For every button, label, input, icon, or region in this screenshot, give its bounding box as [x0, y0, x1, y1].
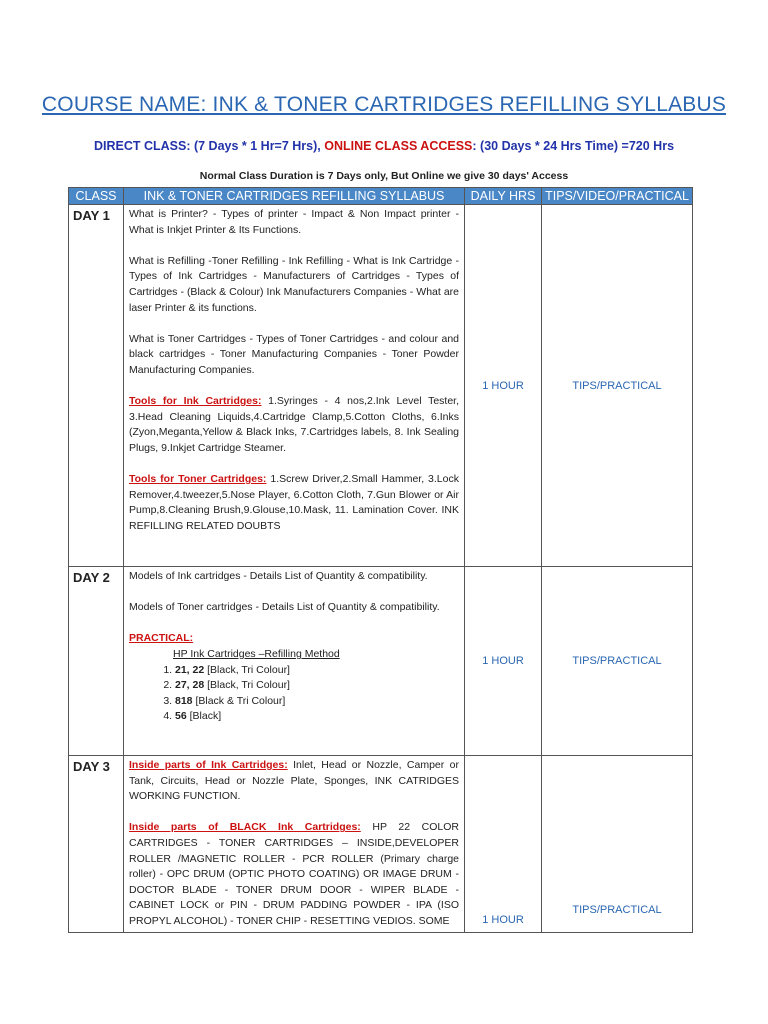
header-tips: TIPS/VIDEO/PRACTICAL	[542, 188, 693, 205]
tools-ink-label: Tools for Ink Cartridges:	[129, 395, 262, 408]
table-row-day3	[69, 756, 693, 933]
header-class: CLASS	[69, 188, 124, 205]
tools-toner-text: 1.Screw Driver,2.Small Hammer, 3.Lock Remover,4.tweezer,5.Nose Player, 6.Cotton Cloth, 7.Gun Blower or Air Pump,8.Cleaning Brush,9.Glouse,10.Mask, 11. Lamination Cover. INK REFILLING RELATED DOUBTS	[129, 473, 459, 532]
list-item: 3. 818 [Black & Tri Colour]	[175, 694, 459, 710]
cartridge-model-list	[129, 663, 459, 725]
list-item: 1. 21, 22 [Black, Tri Colour]	[175, 663, 459, 679]
online-class-label: ONLINE CLASS ACCESS	[324, 139, 473, 153]
list-item: 2. 27, 28 [Black, Tri Colour]	[175, 678, 459, 694]
table-row-day1	[69, 205, 693, 567]
day2-para-ink-models: Models of Ink cartridges - Details List of Quantity & compatibility.	[129, 570, 428, 582]
class-duration-line	[0, 139, 768, 153]
day-label: DAY 2	[69, 567, 124, 756]
online-class-value: : (30 Days * 24 Hrs Time) =720 Hrs	[472, 139, 675, 153]
day2-tips: TIPS/PRACTICAL	[542, 567, 693, 756]
day1-tools-toner	[129, 472, 459, 534]
practical-label: PRACTICAL:	[129, 632, 194, 645]
day3-content	[124, 756, 465, 933]
day3-inside-ink	[129, 758, 459, 805]
page-title: COURSE NAME: INK & TONER CARTRIDGES REFILLING SYLLABUS	[41, 93, 727, 116]
day1-hours: 1 HOUR	[465, 205, 542, 567]
day1-para-printer: What is Printer? - Types of printer - Impact & Non Impact printer - What is Inkjet Printer & Its Functions.	[129, 208, 459, 236]
inside-black-label: Inside parts of BLACK Ink Cartridges:	[129, 821, 361, 834]
day1-para-toner: What is Toner Cartridges - Types of Toner Cartridges - and colour and black cartridges - Toner Manufacturing Companies - Toner Powder Manufacturing Companies.	[129, 332, 459, 376]
day3-hours: 1 HOUR	[465, 756, 542, 933]
day-label: DAY 3	[69, 756, 124, 933]
day2-hours: 1 HOUR	[465, 567, 542, 756]
inside-black-text: HP 22 COLOR CARTRIDGES - TONER CARTRIDGES – INSIDE,DEVELOPER ROLLER /MAGNETIC ROLLER - PCR ROLLER (Primary charge roller) - OPC DRUM (OPTIC PHOTO COATING) OR IMAGE DRUM - DOCTOR BLADE - TONER DRUM DOOR - WIPER BLADE - CABINET LOCK or PIN - DRUM PADDING POWDER - IPA (ISO PROPYL ALCOHOL) - TONER CHIP - RESETTING VEDIOS. SOME	[129, 821, 459, 927]
inside-ink-label: Inside parts of Ink Cartridges:	[129, 759, 288, 771]
tools-toner-label: Tools for Toner Cartridges:	[129, 473, 267, 486]
direct-class-value: (7 Days * 1 Hr=7 Hrs),	[190, 139, 325, 153]
day3-inside-black	[129, 820, 459, 929]
table-row-day2	[69, 567, 693, 756]
tools-ink-text: 1.Syringes - 4 nos,2.Ink Level Tester, 3.Head Cleaning Liquids,4.Cartridge Clamp,5.Cotton Cloths, 6.Inks (Zyon,Meganta,Yellow & Black Inks, 7.Cartridges labels, 8. Ink Sealing Plugs, 9.Inkjet Cartridge Steamer.	[129, 395, 459, 454]
table-header-row	[69, 188, 693, 205]
header-daily-hrs: DAILY HRS	[465, 188, 542, 205]
day1-content	[124, 205, 465, 567]
normal-duration-note: Normal Class Duration is 7 Days only, But Online we give 30 days' Access	[199, 170, 569, 182]
list-item: 4. 56 [Black]	[175, 709, 459, 725]
day1-para-refilling: What is Refilling -Toner Refilling - Ink Refilling - What is Ink Cartridge - Types of Ink Cartridges - Manufacturers of Cartridges - Types of Cartridges - (Black & Colour) Ink Manufacturers Companies - What are laser Printer & its functions.	[129, 254, 459, 314]
syllabus-table	[68, 187, 693, 933]
inside-ink-text: Inlet, Head or Nozzle, Camper or Tank, Circuits, Head or Nozzle Plate, Sponges, INK CATRIDGES WORKING FUNCTION.	[129, 759, 460, 803]
header-syllabus: INK & TONER CARTRIDGES REFILLING SYLLABUS	[124, 188, 465, 205]
day3-tips: TIPS/PRACTICAL	[542, 756, 693, 933]
direct-class-label: DIRECT CLASS:	[93, 139, 191, 153]
day1-tools-ink	[129, 394, 459, 456]
refilling-method-heading: HP Ink Cartridges –Refilling Method	[173, 647, 340, 660]
day2-para-toner-models: Models of Toner cartridges - Details List of Quantity & compatibility.	[129, 601, 440, 614]
day2-content	[124, 567, 465, 756]
day-label: DAY 1	[69, 205, 124, 567]
day1-tips: TIPS/PRACTICAL	[542, 205, 693, 567]
